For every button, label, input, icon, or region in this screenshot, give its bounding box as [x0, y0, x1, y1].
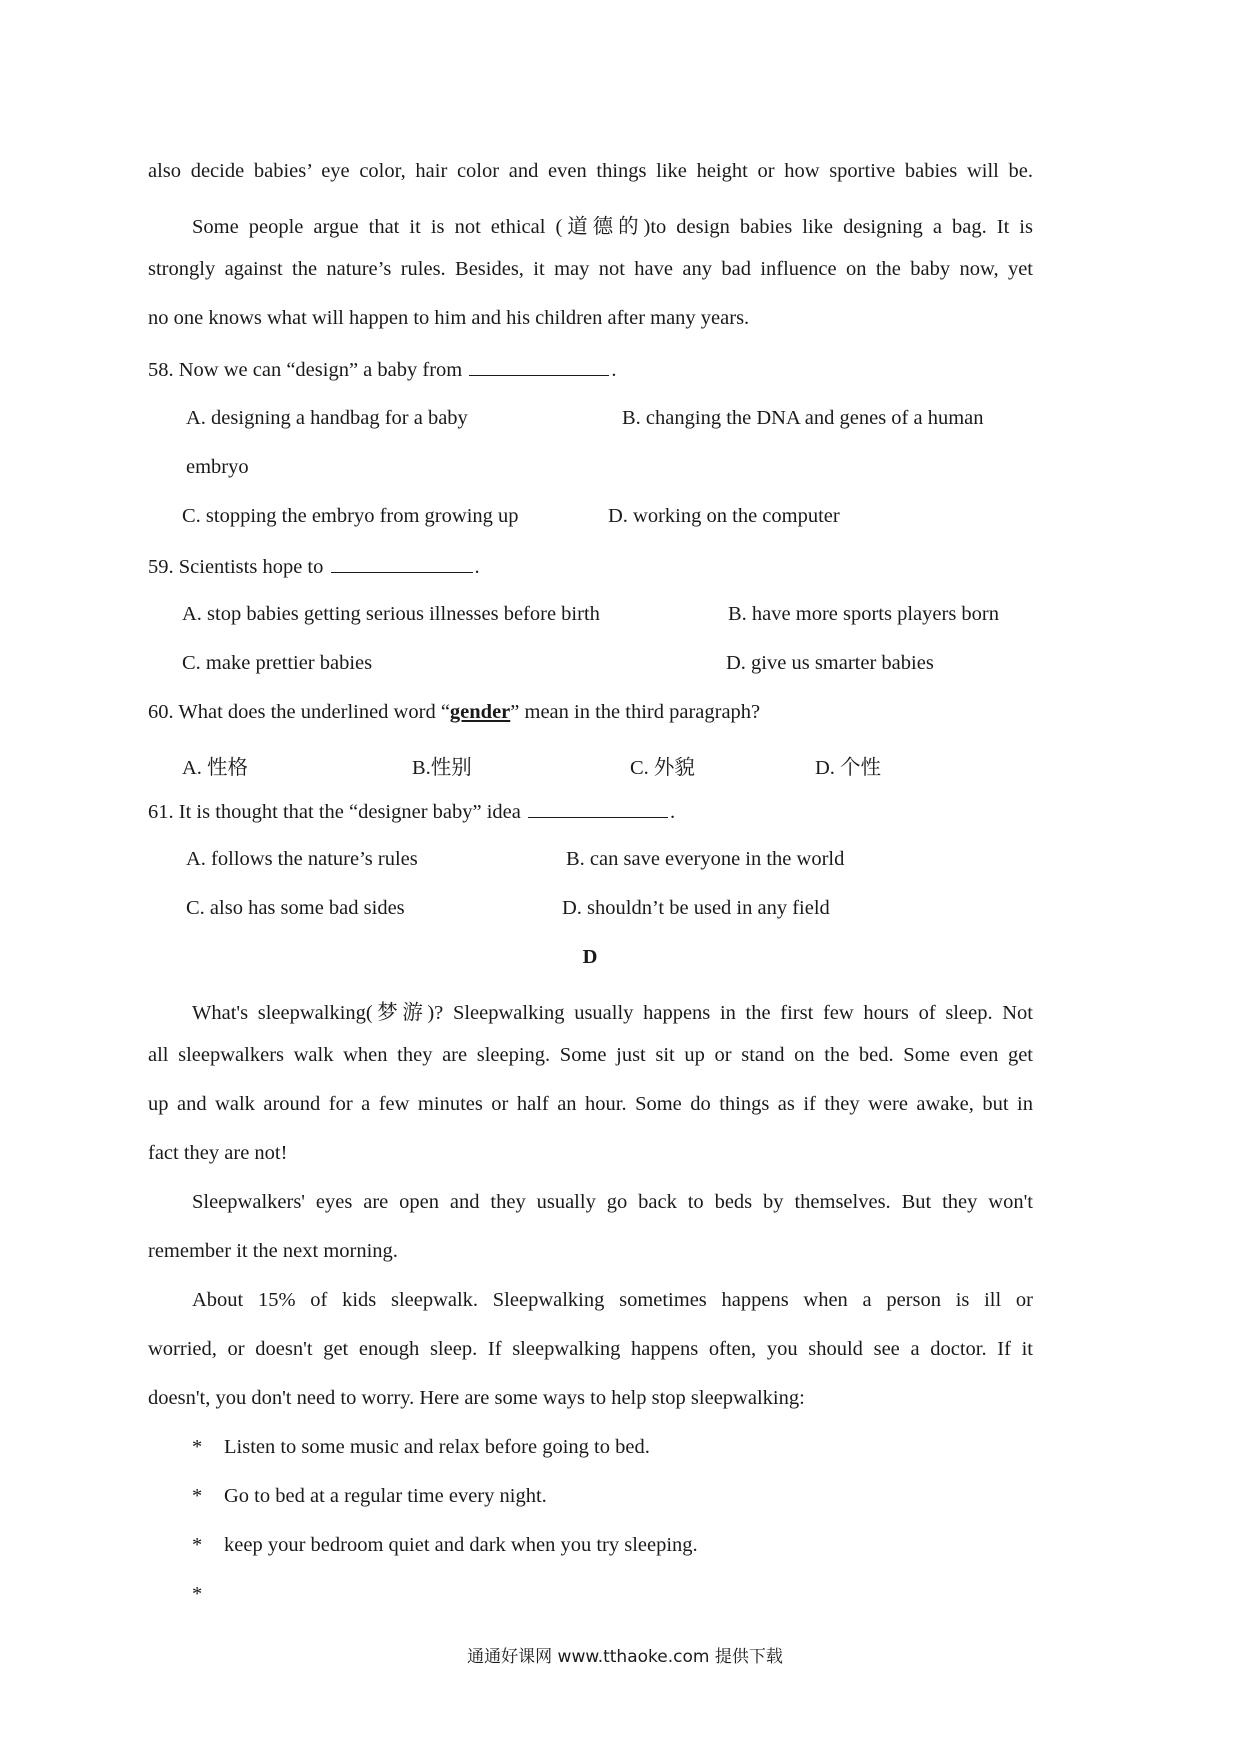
option-d: D. shouldn’t be used in any field: [562, 897, 830, 919]
answer-blank: [331, 554, 473, 573]
question-text: .: [474, 556, 480, 578]
footer-watermark: 通通好课网 www.tthaoke.com 提供下载: [467, 1647, 783, 1667]
passage-d-line: What's sleepwalking(梦游)? Sleepwalking usually happens in the first few hours of sleep. Not: [192, 1002, 1033, 1024]
passage-d-line: up and walk around for a few minutes or half an hour. Some do things as if they were awake, but in: [148, 1093, 1033, 1115]
option-d: D. working on the computer: [608, 505, 840, 527]
passage-d-line: fact they are not!: [148, 1142, 288, 1164]
option-b: B.性别: [412, 757, 472, 779]
passage-d-line: worried, or doesn't get enough sleep. If sleepwalking happens often, you should see a doctor. If it: [148, 1338, 1033, 1360]
bullet-marker: *: [192, 1485, 203, 1507]
question-59-stem: [148, 554, 1033, 579]
bullet-text: Go to bed at a regular time every night.: [224, 1485, 547, 1507]
option-c: C. make prettier babies: [182, 652, 373, 674]
question-text: 59. Scientists hope to: [148, 556, 324, 578]
option-c: C. also has some bad sides: [186, 897, 405, 919]
passage-c-line: also decide babies’ eye color, hair color and even things like height or how sportive babies will be.: [148, 160, 1033, 182]
question-text: 58. Now we can “design” a baby from: [148, 359, 463, 381]
option-d: D. 个性: [815, 757, 882, 779]
answer-blank: [528, 799, 668, 818]
question-text: .: [670, 801, 676, 823]
passage-c-line: Some people argue that it is not ethical (道德的)to design babies like designing a bag. It is: [192, 216, 1033, 238]
option-a: A. follows the nature’s rules: [186, 848, 418, 870]
option-b: B. can save everyone in the world: [566, 848, 845, 870]
question-61-stem: [148, 799, 1033, 824]
question-text: ” mean in the third paragraph?: [510, 701, 761, 723]
passage-d-line: doesn't, you don't need to worry. Here are some ways to help stop sleepwalking:: [148, 1387, 805, 1409]
option-b: B. have more sports players born: [728, 603, 999, 625]
question-58-stem: [148, 357, 1033, 382]
passage-d-line: Sleepwalkers' eyes are open and they usually go back to beds by themselves. But they won't: [192, 1191, 1033, 1213]
passage-d-line: all sleepwalkers walk when they are sleeping. Some just sit up or stand on the bed. Some even get: [148, 1044, 1033, 1066]
underlined-word: gender: [449, 701, 511, 723]
question-60-stem: [148, 701, 1033, 724]
question-text: .: [611, 359, 617, 381]
option-a: A. stop babies getting serious illnesses before birth: [182, 603, 600, 625]
question-text: 61. It is thought that the “designer baby” idea: [148, 801, 521, 823]
option-d: D. give us smarter babies: [726, 652, 934, 674]
option-b: B. changing the DNA and genes of a human: [622, 407, 984, 429]
bullet-marker: *: [192, 1534, 203, 1556]
passage-c-line: strongly against the nature’s rules. Besides, it may not have any bad influence on the baby now, yet: [148, 258, 1033, 280]
passage-d-line: About 15% of kids sleepwalk. Sleepwalking sometimes happens when a person is ill or: [192, 1289, 1033, 1311]
section-heading: D: [582, 946, 598, 968]
passage-d-line: remember it the next morning.: [148, 1240, 398, 1262]
option-a: A. designing a handbag for a baby: [186, 407, 468, 429]
bullet-marker: *: [192, 1436, 203, 1458]
option-c: C. stopping the embryo from growing up: [182, 505, 519, 527]
bullet-text: keep your bedroom quiet and dark when you try sleeping.: [224, 1534, 698, 1556]
option-a: A. 性格: [182, 757, 249, 779]
question-text: 60. What does the underlined word “: [148, 701, 450, 723]
option-c: C. 外貌: [630, 757, 695, 779]
bullet-marker: *: [192, 1583, 203, 1605]
passage-c-line: no one knows what will happen to him and his children after many years.: [148, 307, 750, 329]
answer-blank: [469, 357, 609, 376]
bullet-text: Listen to some music and relax before going to bed.: [224, 1436, 650, 1458]
option-b-continued: embryo: [186, 456, 249, 478]
